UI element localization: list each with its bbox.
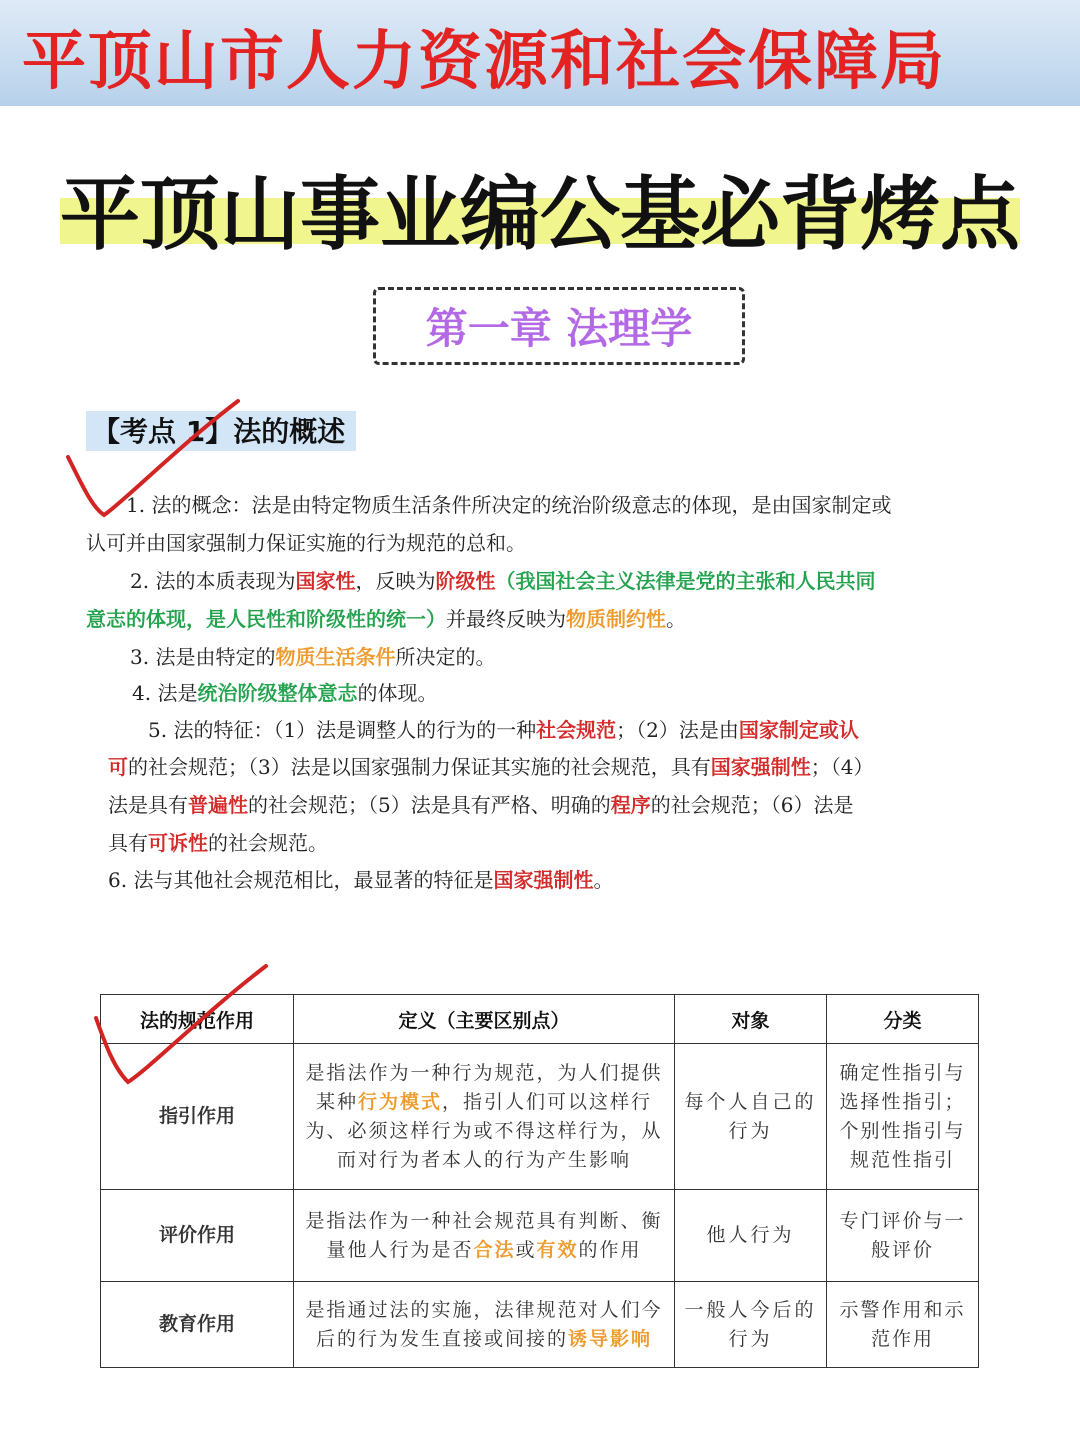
- para-6-highlight: 国家强制性: [493, 868, 594, 892]
- para-1-line-2: [86, 524, 526, 562]
- para-2-highlight-green: （我国社会主义法律是党的主张和人民共同: [495, 569, 876, 593]
- row-name: 指引作用: [101, 1044, 294, 1190]
- table-row: [101, 1190, 979, 1282]
- table-header: 分类: [827, 995, 979, 1044]
- def-highlight: 有效: [536, 1238, 579, 1261]
- def-text: 是指法作为一种社会规范具有判断、衡量他人行为是否: [305, 1209, 663, 1261]
- def-text: ，指引人们可以这样行为、必须这样行为或不得这样行为，从而对行为者本人的行为产生影响: [305, 1090, 663, 1171]
- def-highlight: 诱导影响: [568, 1327, 653, 1350]
- para-4-text: 的体现。: [357, 681, 438, 705]
- para-2-highlight: 阶级性: [435, 569, 496, 593]
- row-name: 评价作用: [101, 1190, 294, 1282]
- row-object: 每个人自己的行为: [675, 1044, 827, 1190]
- para-1-text-a: 1. 法的概念：法是由特定物质生活条件所决定的统治阶级意志的体现，是由国家制定或: [126, 493, 892, 517]
- para-5-text: ；（2）法是由: [616, 718, 739, 742]
- row-definition: [294, 1282, 675, 1368]
- para-6-text: 。: [593, 868, 614, 892]
- para-1-text-b: 认可并由国家强制力保证实施的行为规范的总和。: [86, 531, 526, 555]
- law-function-table: [100, 994, 979, 1368]
- para-5-text: 法是具有: [108, 793, 188, 817]
- para-2-text: ，反映为: [355, 569, 436, 593]
- table-header: 法的规范作用: [101, 995, 294, 1044]
- para-5-highlight: 国家制定或认: [738, 718, 859, 742]
- banner: [0, 0, 1080, 106]
- table-row: [101, 1282, 979, 1368]
- para-5-highlight: 普遍性: [188, 793, 248, 817]
- para-4: [132, 674, 437, 712]
- para-4-highlight: 统治阶级整体意志: [197, 681, 358, 705]
- def-text: 的作用: [578, 1238, 642, 1261]
- para-5-text: 的社会规范；（6）法是: [650, 793, 854, 817]
- para-2-highlight: 国家性: [295, 569, 356, 593]
- row-name: 教育作用: [101, 1282, 294, 1368]
- row-category: 专门评价与一般评价: [827, 1190, 979, 1282]
- table-header: 对象: [675, 995, 827, 1044]
- para-3-highlight: 物质生活条件: [275, 645, 396, 669]
- row-category: 确定性指引与选择性指引；个别性指引与规范性指引: [827, 1044, 979, 1190]
- para-2-text: 并最终反映为: [446, 607, 566, 631]
- para-5-text: 5. 法的特征：（1）法是调整人的行为的一种: [148, 718, 537, 742]
- para-4-text: 4. 法是: [132, 681, 198, 705]
- para-5-highlight: 社会规范: [536, 718, 617, 742]
- banner-title: 平顶山市人力资源和社会保障局: [22, 25, 946, 99]
- row-definition: [294, 1190, 675, 1282]
- para-2-text: 。: [666, 607, 686, 631]
- para-2-highlight-orange: 物质制约性: [566, 607, 666, 631]
- para-5-line-2: [108, 748, 873, 786]
- para-1-line-1: [126, 486, 891, 524]
- def-text: 是指法作为一种行为规范，为人们提供某种: [305, 1061, 663, 1113]
- para-5-highlight: 可: [108, 755, 128, 779]
- para-6-text: 6. 法与其他社会规范相比，最显著的特征是: [108, 868, 494, 892]
- chapter-box: [373, 287, 745, 365]
- para-5-highlight: 国家强制性: [710, 755, 811, 779]
- para-5-text: 的社会规范。: [208, 831, 328, 855]
- para-5-highlight: 可诉性: [148, 831, 208, 855]
- table-header: 定义（主要区别点）: [294, 995, 675, 1044]
- table-header-row: [101, 995, 979, 1044]
- para-3: [130, 638, 495, 676]
- page-title: 平顶山事业编公基必背烤点: [60, 168, 1020, 261]
- section-title: 【考点 1】法的概述: [92, 415, 346, 448]
- para-5-text: 具有: [108, 831, 148, 855]
- para-5-line-3: [108, 786, 853, 824]
- para-5-line-4: [108, 824, 328, 862]
- para-2-text: 2. 法的本质表现为: [130, 569, 296, 593]
- para-5-highlight: 程序: [610, 793, 651, 817]
- para-5-text: ；（4）: [810, 755, 874, 779]
- para-2-line-1: [130, 562, 875, 600]
- para-5-line-1: [148, 711, 859, 749]
- row-object: 一般人今后的行为: [675, 1282, 827, 1368]
- def-highlight: 合法: [473, 1238, 516, 1261]
- def-text: 或: [515, 1238, 537, 1261]
- para-6: [108, 861, 613, 899]
- para-2-highlight-green: 意志的体现，是人民性和阶级性的统一）: [86, 607, 446, 631]
- para-3-text: 所决定的。: [395, 645, 496, 669]
- row-category: 示警作用和示范作用: [827, 1282, 979, 1368]
- row-definition: [294, 1044, 675, 1190]
- para-5-text: 的社会规范；（3）法是以国家强制力保证其实施的社会规范，具有: [128, 755, 711, 779]
- para-5-text: 的社会规范；（5）法是具有严格、明确的: [248, 793, 611, 817]
- def-highlight: 行为模式: [357, 1090, 442, 1113]
- row-object: 他人行为: [675, 1190, 827, 1282]
- table-row: [101, 1044, 979, 1190]
- para-2-line-2: [86, 600, 686, 638]
- para-3-text: 3. 法是由特定的: [130, 645, 276, 669]
- chapter-label: 第一章 法理学: [425, 304, 693, 353]
- def-text: 是指通过法的实施，法律规范对人们今后的行为发生直接或间接的: [305, 1298, 663, 1350]
